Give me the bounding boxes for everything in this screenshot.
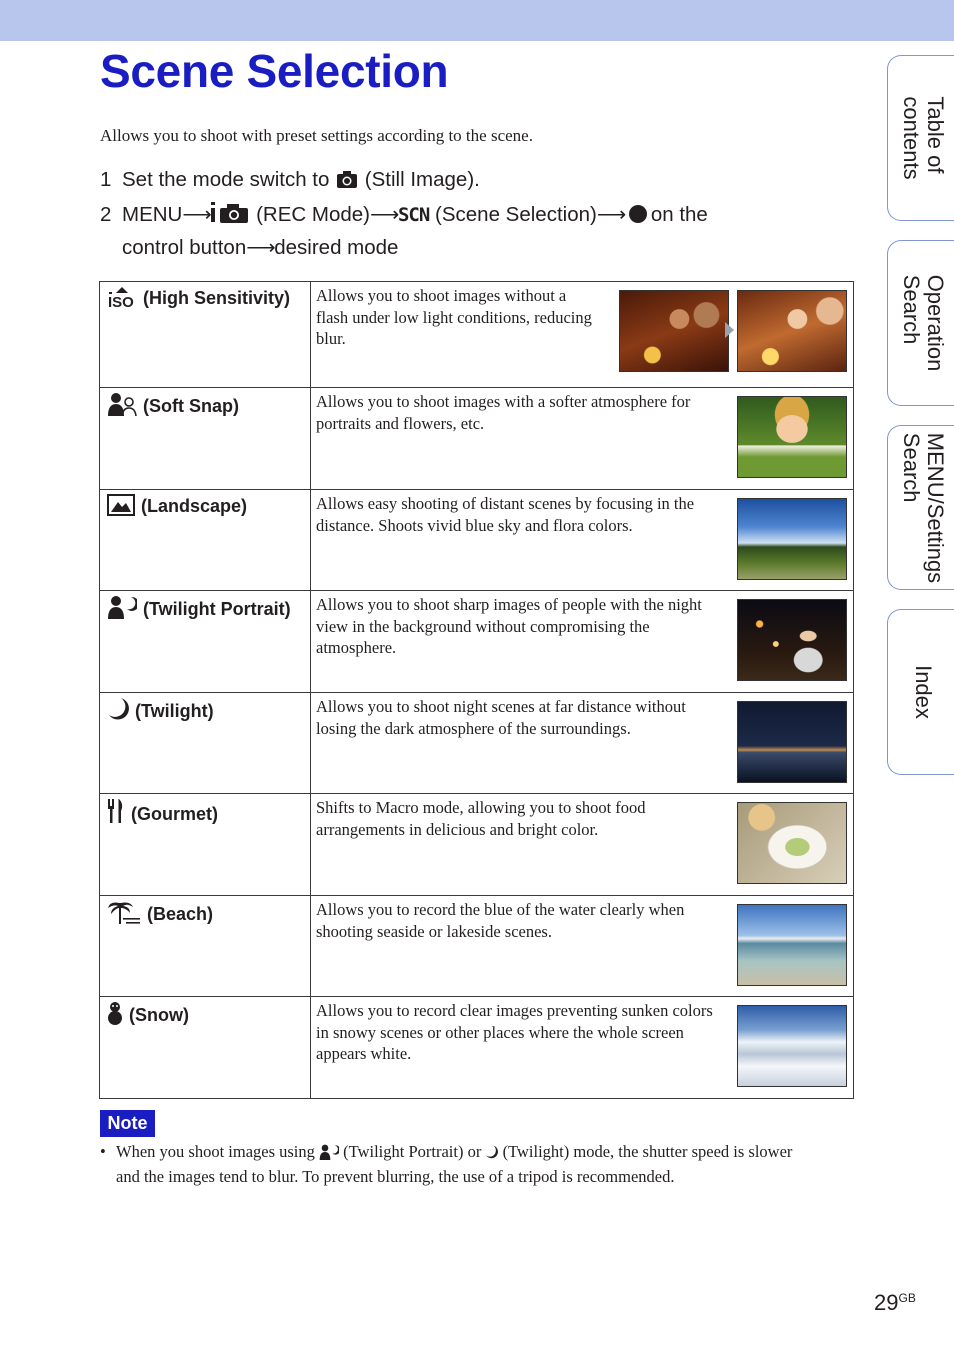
sample-photo — [737, 701, 847, 783]
header-band — [0, 0, 954, 41]
table-row — [100, 794, 854, 896]
scene-modes-table — [99, 281, 854, 1099]
mode-cell — [100, 591, 311, 693]
step-2 — [100, 200, 820, 263]
intro-text: Allows you to shoot with preset settings according to the scene. — [100, 126, 533, 145]
table-row — [100, 282, 854, 388]
mode-name: (Snow) — [129, 1005, 189, 1025]
soft-snap-icon — [107, 392, 137, 421]
tab-label — [899, 275, 947, 372]
tab-index[interactable] — [887, 609, 954, 775]
mode-cell — [100, 388, 311, 490]
description-cell — [311, 591, 854, 693]
note-text-part: and the images tend to blur. To prevent blurring, the use of a tripod is recommended. — [116, 1167, 675, 1186]
camera-icon — [335, 168, 359, 198]
page-number — [874, 1290, 916, 1316]
beach-icon — [107, 900, 141, 929]
description-cell — [311, 490, 854, 591]
table-row — [100, 693, 854, 794]
mode-name: (Soft Snap) — [143, 396, 239, 416]
twilight-portrait-icon — [319, 1144, 339, 1166]
step-number: 2 — [100, 203, 112, 226]
arrow-right-icon: ⟶ — [182, 203, 212, 226]
desired-mode-text: desired mode — [274, 236, 399, 259]
tab-menu-settings-search[interactable] — [887, 425, 954, 590]
note-text — [100, 1141, 860, 1188]
page-region-suffix: GB — [898, 1291, 916, 1305]
mode-name: (Twilight Portrait) — [143, 599, 291, 619]
tab-table-of-contents[interactable] — [887, 55, 954, 221]
rec-mode-icon — [210, 200, 250, 233]
step-1-suffix: (Still Image). — [364, 168, 480, 191]
mode-description: Allows you to record the blue of the water clearly when shooting seaside or lakeside scenes. — [316, 900, 685, 941]
mode-name: (Gourmet) — [131, 804, 218, 824]
menu-label: MENU — [122, 203, 183, 226]
mode-description: Allows you to shoot night scenes at far distance without losing the dark atmosphere of the surroundings. — [316, 697, 686, 738]
mode-cell — [100, 490, 311, 591]
sample-photo — [737, 396, 847, 478]
mode-name: (Beach) — [147, 904, 214, 924]
center-button-icon — [629, 205, 647, 223]
scene-selection-label: (Scene Selection) — [435, 203, 597, 226]
step-2-continuation — [100, 233, 820, 263]
twilight-portrait-icon — [107, 595, 137, 624]
tab-label-line: MENU/Settings — [922, 432, 948, 583]
tab-label-line: Operation — [922, 274, 948, 372]
tab-label-line: Table of — [922, 96, 948, 174]
control-button-text: control button — [122, 236, 247, 259]
tab-label — [899, 96, 947, 179]
snow-icon — [107, 1001, 123, 1030]
scn-icon: SCN — [397, 204, 430, 226]
description-cell — [311, 794, 854, 896]
sample-photo — [737, 904, 847, 986]
table-row — [100, 997, 854, 1099]
table-row — [100, 490, 854, 591]
note-label: Note — [100, 1110, 155, 1137]
mode-name: (High Sensitivity) — [143, 288, 291, 308]
sample-photo — [737, 802, 847, 884]
note-text-part: (Twilight) mode, the shutter speed is slower — [502, 1142, 793, 1161]
table-row — [100, 591, 854, 693]
arrow-right-icon: ⟶ — [596, 203, 627, 226]
sample-photo — [737, 1005, 847, 1087]
mode-description: Allows you to shoot sharp images of people with the night view in the background without compromising the atmosphere. — [316, 595, 702, 657]
note-text-part: When you shoot images using — [116, 1142, 315, 1161]
svg-text:ISO: ISO — [108, 294, 134, 308]
twilight-icon — [485, 1144, 498, 1166]
tab-label-line: Index — [910, 665, 936, 719]
tab-label-line: contents — [898, 96, 924, 180]
description-cell — [311, 388, 854, 490]
sample-photo — [737, 498, 847, 580]
tab-label — [911, 665, 935, 719]
mode-cell — [100, 896, 311, 997]
table-row — [100, 896, 854, 997]
mode-cell — [100, 282, 311, 388]
mode-description: Shifts to Macro mode, allowing you to shoot food arrangements in delicious and bright color. — [316, 798, 646, 839]
page-title: Scene Selection — [100, 45, 449, 97]
sample-photo — [737, 599, 847, 681]
step-1 — [100, 165, 480, 198]
on-the-text: on the — [650, 203, 708, 226]
mode-description: Allows easy shooting of distant scenes by focusing in the distance. Shoots vivid blue sky and flora colors. — [316, 494, 695, 535]
mode-description: Allows you to record clear images preventing sunken colors in snowy scenes or other places where the whole screen appears white. — [316, 1001, 713, 1063]
mode-cell — [100, 794, 311, 896]
mode-cell — [100, 693, 311, 794]
mode-description: Allows you to shoot images without a flash under low light conditions, reducing blur. — [316, 286, 592, 348]
gourmet-icon — [107, 798, 125, 829]
description-cell — [311, 997, 854, 1099]
tab-label-line: Search — [898, 432, 924, 503]
mode-cell — [100, 997, 311, 1099]
step-1-text: Set the mode switch to — [122, 168, 330, 191]
note-text-part: (Twilight Portrait) or — [343, 1142, 482, 1161]
arrow-right-icon: ⟶ — [369, 203, 400, 226]
mode-name: (Twilight) — [135, 701, 214, 721]
bullet: • — [100, 1142, 106, 1161]
tab-label-line: Search — [898, 274, 924, 345]
mode-name: (Landscape) — [141, 496, 248, 516]
landscape-icon — [107, 494, 135, 521]
tab-operation-search[interactable] — [887, 240, 954, 406]
high-sensitivity-icon — [107, 286, 137, 313]
table-row — [100, 388, 854, 490]
tab-label — [899, 432, 947, 582]
mode-description: Allows you to shoot images with a softer atmosphere for portraits and flowers, etc. — [316, 392, 691, 433]
sample-photo-after — [737, 290, 847, 372]
description-cell — [311, 896, 854, 997]
rec-mode-label: (REC Mode) — [256, 203, 370, 226]
twilight-icon — [107, 697, 129, 726]
sample-photo-before — [619, 290, 729, 372]
arrow-right-icon — [725, 322, 734, 338]
page-number-value: 29 — [874, 1290, 899, 1315]
arrow-right-icon: ⟶ — [246, 236, 276, 259]
description-cell — [311, 693, 854, 794]
description-cell — [311, 282, 854, 388]
step-number: 1 — [100, 168, 112, 191]
